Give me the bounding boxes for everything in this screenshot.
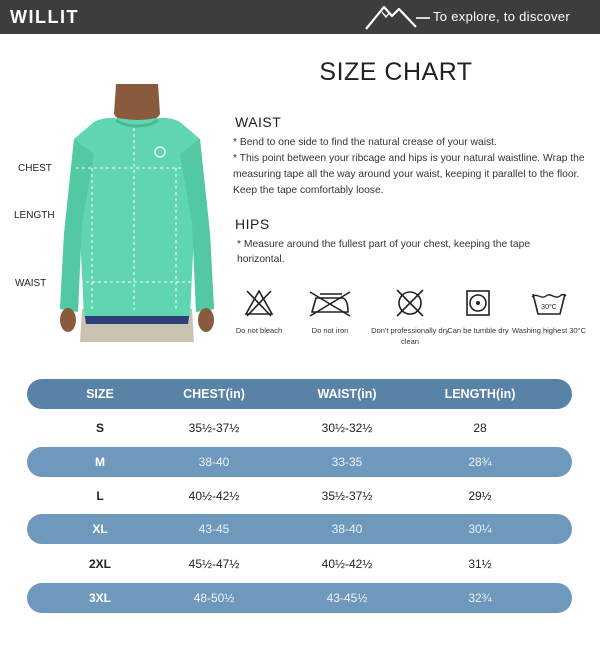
length-cell: 32¾	[468, 591, 492, 605]
chest-cell: 48-50½	[193, 591, 235, 605]
size-cell: 2XL	[88, 557, 111, 571]
care-item-iron	[290, 288, 370, 336]
chest-cell: 45½-47½	[188, 557, 240, 571]
waist-bullet-2: * This point between your ribcage and hips is your natural waistline. Wrap the measuring tape all the way around your waist, keeping it parallel to the floor. Keep the tape comfortably loose.	[233, 153, 585, 196]
waist-cell: 40½-42½	[321, 557, 373, 571]
chest-cell: 35½-37½	[188, 421, 240, 435]
chest-cell: 38-40	[198, 455, 230, 469]
length-cell: 29½	[468, 489, 492, 503]
column-header: WAIST(in)	[317, 387, 377, 401]
length-cell: 30¼	[468, 522, 492, 536]
table-row	[27, 447, 572, 477]
column-header: SIZE	[86, 387, 114, 401]
waist-heading: WAIST	[235, 114, 282, 130]
care-label: Do not bleach	[235, 326, 283, 335]
waist-cell: 33-35	[331, 455, 363, 469]
chest-label: CHEST	[18, 163, 52, 174]
size-cell: 3XL	[88, 591, 111, 605]
care-label: Can be tumble dry	[447, 326, 509, 335]
length-label: LENGTH	[14, 210, 55, 221]
care-label: Washing highest 30°C	[511, 326, 586, 335]
table-header	[27, 379, 572, 409]
chest-cell: 43-45	[198, 522, 230, 536]
table-row	[27, 549, 572, 579]
column-header: LENGTH(in)	[444, 387, 516, 401]
mountain-icon	[364, 3, 430, 31]
do-not-bleach-icon	[244, 288, 274, 318]
page-title: SIZE CHART	[319, 58, 473, 86]
size-cell: M	[95, 455, 105, 469]
care-label: Do not iron	[311, 326, 349, 335]
length-cell: 28	[473, 421, 487, 435]
size-cell: L	[96, 489, 104, 503]
length-cell: 31½	[468, 557, 492, 571]
do-not-iron-icon	[306, 288, 354, 318]
care-item-tumble	[438, 288, 518, 336]
table-row	[27, 514, 572, 544]
tumble-dry-icon	[464, 288, 492, 318]
no-dry-clean-icon	[394, 288, 426, 318]
waist-label: WAIST	[15, 278, 47, 289]
hips-bullet-1: * Measure around the fullest part of your chest, keeping the tape horizontal.	[237, 239, 531, 265]
tagline: To explore, to discover	[433, 9, 570, 24]
size-cell: XL	[92, 522, 108, 536]
table-row	[27, 583, 572, 613]
table-row	[27, 481, 572, 511]
column-header: CHEST(in)	[183, 387, 245, 401]
brand-logo: WILLIT	[10, 7, 79, 27]
wash-30-icon	[529, 288, 569, 318]
waist-cell: 35½-37½	[321, 489, 373, 503]
length-cell: 28¾	[468, 455, 492, 469]
waist-cell: 43-45½	[326, 591, 368, 605]
svg-text:30°C: 30°C	[541, 304, 557, 311]
size-cell: S	[95, 421, 104, 435]
care-label: Don't professionally dry clean	[371, 326, 449, 346]
shirt-illustration	[54, 84, 220, 342]
hips-heading: HIPS	[235, 216, 270, 232]
waist-bullet-1: * Bend to one side to find the natural crease of your waist.	[233, 137, 497, 148]
waist-cell: 38-40	[331, 522, 363, 536]
waist-cell: 30½-32½	[321, 421, 373, 435]
model-shirt-image	[54, 84, 220, 342]
care-item-bleach	[219, 288, 299, 336]
chest-cell: 40½-42½	[188, 489, 240, 503]
table-row	[27, 413, 572, 443]
top-banner	[0, 0, 600, 34]
care-item-wash	[509, 288, 589, 336]
